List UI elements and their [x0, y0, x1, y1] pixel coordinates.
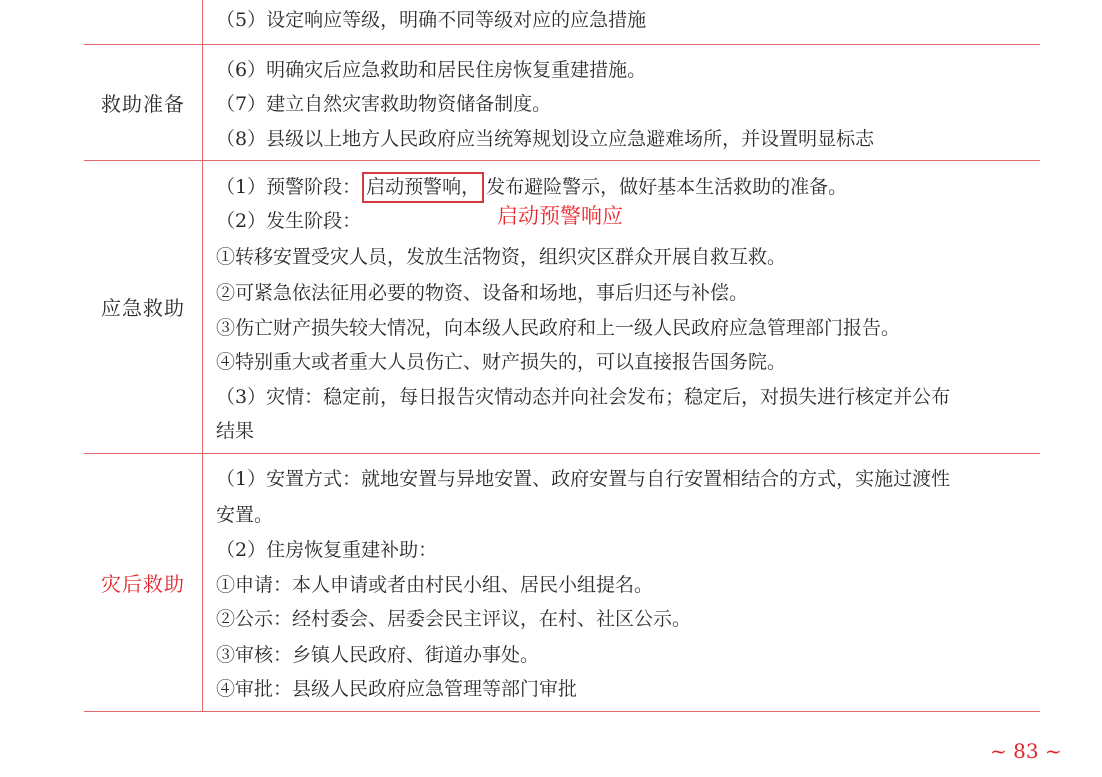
page-number: ~ 83 ~ [990, 739, 1062, 763]
row-text-line-warning-stage [216, 175, 847, 200]
row-text-line: ④审批：县级人民政府应急管理等部门审批 [216, 678, 578, 700]
row-label-post-disaster-rescue: 灾后救助 [101, 572, 185, 596]
row-text-line: ②可紧急依法征用必要的物资、设备和场地，事后归还与补偿。 [216, 282, 749, 304]
row-text-line: （1）安置方式：就地安置与异地安置、政府安置与自行安置相结合的方式，实施过渡性 [216, 468, 951, 490]
table-column-divider [202, 0, 203, 711]
row-label-emergency-rescue: 应急救助 [101, 296, 185, 320]
row-text-line: （2）发生阶段： [216, 210, 362, 232]
row-divider [84, 453, 1040, 454]
row-text-line: （2）住房恢复重建补助： [216, 539, 438, 561]
row-label-rescue-preparation: 救助准备 [101, 92, 185, 116]
row-text-line: 安置。 [216, 504, 274, 526]
row-text-line: （7）建立自然灾害救助物资储备制度。 [216, 93, 552, 115]
row-text-line: （6）明确灾后应急救助和居民住房恢复重建措施。 [216, 59, 647, 81]
handwritten-annotation: 启动预警响应 [497, 204, 623, 228]
row-divider [84, 711, 1040, 712]
warning-stage-prefix: （1）预警阶段： [216, 176, 362, 198]
row-text-line: （3）灾情：稳定前，每日报告灾情动态并向社会发布；稳定后，对损失进行核定并公布 [216, 386, 951, 408]
row-text-line: （8）县级以上地方人民政府应当统筹规划设立应急避难场所，并设置明显标志 [216, 128, 875, 150]
row-text-line: ③伤亡财产损失较大情况，向本级人民政府和上一级人民政府应急管理部门报告。 [216, 317, 901, 339]
row-text-line: 结果 [216, 420, 255, 442]
highlight-box: 启动预警响， [362, 172, 484, 203]
row-text-line: ④特别重大或者重大人员伤亡、财产损失的，可以直接报告国务院。 [216, 351, 787, 373]
row-text-line: ②公示：经村委会、居委会民主评议，在村、社区公示。 [216, 608, 692, 630]
row-text-line: ③审核：乡镇人民政府、街道办事处。 [216, 644, 540, 666]
row-text-line: （5）设定响应等级，明确不同等级对应的应急措施 [216, 9, 647, 31]
row-divider [84, 44, 1040, 45]
row-divider [84, 160, 1040, 161]
row-text-line: ①转移安置受灾人员，发放生活物资，组织灾区群众开展自救互救。 [216, 246, 787, 268]
warning-stage-suffix: 发布避险警示，做好基本生活救助的准备。 [486, 176, 848, 198]
row-text-line: ①申请：本人申请或者由村民小组、居民小组提名。 [216, 574, 654, 596]
